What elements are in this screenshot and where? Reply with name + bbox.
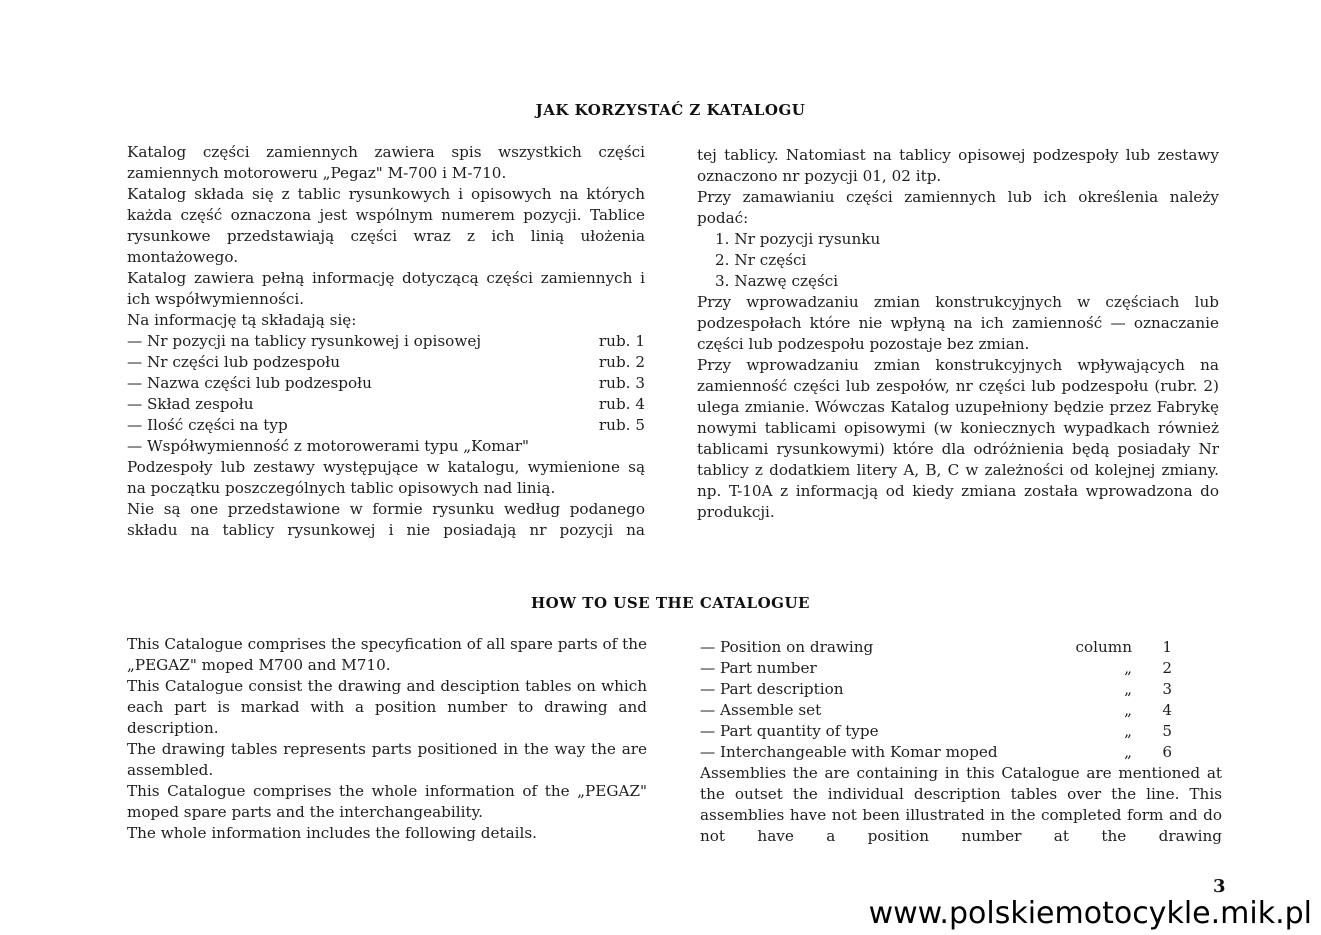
list-item: — Skład zespołu rub. 4 (127, 395, 645, 413)
paragraph: tej tablicy. Natomiast na tablicy opisowej podzespoły lub zestawy oznaczono nr pozycji 01, 02 itp. (697, 146, 1219, 185)
paragraph: Na informację tą składają się: (127, 311, 357, 329)
paragraph: Przy zamawianiu części zamiennych lub ich określenia należy podać: (697, 188, 1219, 227)
list-item: — Nr części lub podzespołu rub. 2 (127, 353, 645, 371)
paragraph: The whole information includes the following details. (127, 824, 537, 842)
list-item: — Part quantity of type „ 5 (700, 722, 1172, 740)
polish-left-column (127, 142, 645, 541)
paragraph: Katalog składa się z tablic rysunkowych i opisowych na których każda część oznaczona jest wspólnym numerem pozycji. Tablice rysunkowe przedstawiają części wraz z ich linią ułożenia montażowego. (127, 185, 645, 266)
paragraph: Nie są one przedstawione w formie rysunku według podanego składu na tablicy rysunkowej i nie posiadają nr pozycji na (127, 500, 645, 539)
list-item: — Nr pozycji na tablicy rysunkowej i opisowej rub. 1 (127, 332, 645, 350)
numbered-list (715, 229, 1219, 292)
english-right-column (700, 637, 1222, 847)
paragraph: Przy wprowadzaniu zmian konstrukcyjnych wpływających na zamienność części lub zespołów, nr części lub podzespołu (rubr. 2) ulega zmianie. Wówczas Katalog uzupełniony będzie przez Fabrykę nowymi tablicami opisowymi (w koniecznych wypadkach również tablicami rysunkowymi) które dla odróżnienia będą posiadały Nr tablicy z dodatkiem litery A, B, C w zależności od kolejnej zmiany. np. T-10A z informacją od kiedy zmiana została wprowadzona do produkcji. (697, 356, 1219, 521)
paragraph: Katalog zawiera pełną informację dotyczącą części zamiennych i ich współwymienności. (127, 269, 645, 308)
polish-heading: JAK KORZYSTAĆ Z KATALOGU (535, 101, 806, 119)
watermark-url: www.polskiemotocykle.mik.pl (868, 896, 1312, 931)
list-item: — Ilość części na typ rub. 5 (127, 416, 645, 434)
paragraph: This Catalogue comprises the specyfication of all spare parts of the „PEGAZ" moped M700 and M710. (127, 635, 647, 674)
paragraph: Katalog części zamiennych zawiera spis wszystkich części zamiennych motoroweru „Pegaz" M-700 i M-710. (127, 143, 645, 182)
paragraph: This Catalogue comprises the whole information of the „PEGAZ" moped spare parts and the interchangeability. (127, 782, 647, 821)
paragraph: Podzespoły lub zestawy występujące w katalogu, wymienione są na początku poszczególnych tablic opisowych nad linią. (127, 458, 645, 497)
list-item: 1. Nr pozycji rysunku (715, 230, 881, 248)
english-heading: HOW TO USE THE CATALOGUE (531, 594, 810, 612)
list-item: 2. Nr części (715, 251, 807, 269)
page-number: 3 (1213, 876, 1226, 897)
list-item: — Interchangeable with Komar moped „ 6 (700, 743, 1172, 761)
paragraph: This Catalogue consist the drawing and desciption tables on which each part is markad with a position number to drawing and description. (127, 677, 647, 737)
paragraph: Przy wprowadzaniu zmian konstrukcyjnych w częściach lub podzespołach które nie wpłyną na ich zamienność — oznaczanie części lub podzespołu pozostaje bez zmian. (697, 293, 1219, 353)
list-item: — Nazwa części lub podzespołu rub. 3 (127, 374, 645, 392)
list-item: — Assemble set „ 4 (700, 701, 1172, 719)
list-item: — Position on drawing column 1 (700, 638, 1172, 656)
list-item: — Part number „ 2 (700, 659, 1172, 677)
paragraph: The drawing tables represents parts positioned in the way the are assembled. (127, 740, 647, 779)
polish-right-column (697, 145, 1219, 523)
english-left-column (127, 634, 647, 844)
list-item: — Part description „ 3 (700, 680, 1172, 698)
list-item: 3. Nazwę części (715, 272, 839, 290)
paragraph: Assemblies the are containing in this Catalogue are mentioned at the outset the individual description tables over the line. This assemblies have not been illustrated in the completed form and do not have a position number at the drawing (700, 764, 1222, 845)
list-item: — Współwymienność z motorowerami typu „Komar" (127, 437, 529, 455)
